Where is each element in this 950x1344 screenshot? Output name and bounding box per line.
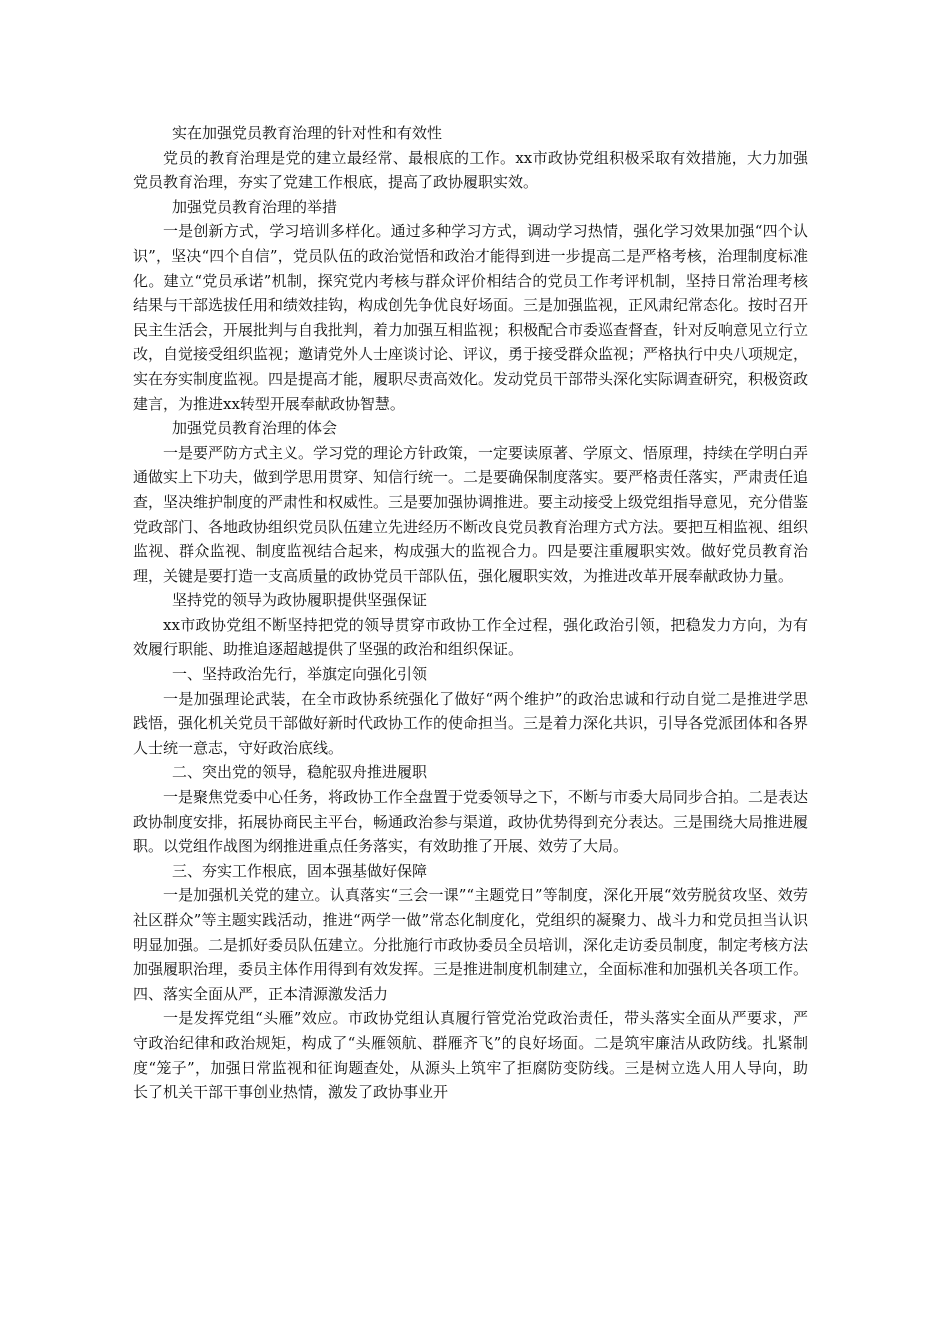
- section-heading-leadership: 坚持党的领导为政协履职提供坚强保证: [172, 591, 428, 610]
- section-heading-experience: 加强党员教育治理的体会: [172, 419, 338, 438]
- subheading-foundation: 三、夯实工作根底，固本强基做好保障: [172, 861, 428, 880]
- intro-paragraph: 党员的教育治理是党的建立最经常、最根底的工作。xx市政协党组积极采取有效措施，大力加强党员教育治理，夯实了党建工作根底，提高了政协履职实效。: [133, 148, 808, 192]
- strict-governance-paragraph: 一是发挥党组“头雁”效应。市政协党组认真履行管党治党政治责任，带头落实全面从严要求，严守政治纪律和政治规矩，构成了“头雁领航、群雁齐飞”的良好场面。二是筑牢廉洁从政防线。扎紧制度“笼子”，加强日常监视和征询题查处，从源头上筑牢了拒腐防变防线。三是树立选人用人导向，助长了机关干部干事创业热情，激发了政协事业开: [133, 1009, 808, 1102]
- measures-paragraph: 一是创新方式，学习培训多样化。通过多种学习方式，调动学习热情，强化学习效果加强“四个认识”，坚决“四个自信”，党员队伍的政治觉悟和政治才能得到进一步提高二是严格考核，治理制度标准化。建立“党员承诺”机制，探究党内考核与群众评价相结合的党员工作考评机制，坚持日常治理考核结果与干部选拔任用和绩效挂钩，构成创先争优良好场面。三是加强监视，正风肃纪常态化。按时召开民主生活会，开展批判与自我批判，着力加强互相监视；积极配合市委巡查督查，针对反响意见立行立改，自觉接受组织监视；邀请党外人士座谈讨论、评议，勇于接受群众监视；严格执行中央八项规定，实在夯实制度监视。四是提高才能，履职尽责高效化。发动党员干部带头深化实际调查研究，积极资政建言，为推进xx转型开展奉献政协智慧。: [133, 222, 809, 413]
- leadership-paragraph: xx市政协党组不断坚持把党的领导贯穿市政协工作全过程，强化政治引领，把稳发力方向，为有效履行职能、助推追逐超越提供了坚强的政治和组织保证。: [133, 615, 808, 659]
- section-heading-measures: 加强党员教育治理的举措: [172, 197, 338, 216]
- politics-first-paragraph: 一是加强理论武装，在全市政协系统强化了做好“两个维护”的政治忠诚和行动自觉二是推进学思践悟，强化机关党员干部做好新时代政协工作的使命担当。三是着力深化共识，引导各党派团体和各界人士统一意志，守好政治底线。: [133, 689, 809, 757]
- subheading-party-leadership: 二、突出党的领导，稳舵驭舟推进履职: [172, 763, 428, 782]
- foundation-paragraph: 一是加强机关党的建立。认真落实“三会一课”“主题党日”等制度，深化开展“效劳脱贫攻坚、效劳社区群众”等主题实践活动，推进“两学一做”常态化制度化，党组织的凝聚力、战斗力和党员担当认识明显加强。二是抓好委员队伍建立。分批施行市政协委员全员培训，深化走访委员制度，制定考核方法加强履职治理，委员主体作用得到有效发挥。三是推进制度机制建立，全面标准和加强机关各项工作。四、落实全面从严，正本清源激发活力: [133, 886, 809, 1003]
- experience-paragraph: 一是要严防方式主义。学习党的理论方针政策，一定要读原著、学原文、悟原理，持续在学明白弄通做实上下功夫，做到学思用贯穿、知信行统一。二是要确保制度落实。要严格责任落实，严肃责任追查，坚决维护制度的严肃性和权威性。三是要加强协调推进。要主动接受上级党组指导意见，充分借鉴党政部门、各地政协组织党员队伍建立先进经历不断改良党员教育治理方式方法。要把互相监视、组织监视、群众监视、制度监视结合起来，构成强大的监视合力。四是要注重履职实效。做好党员教育治理，关键是要打造一支高质量的政协党员干部队伍，强化履职实效，为推进改革开展奉献政协力量。: [133, 443, 809, 585]
- document-body: [133, 121, 808, 1105]
- party-leadership-paragraph: 一是聚焦党委中心任务，将政协工作全盘置于党委领导之下，不断与市委大局同步合拍。二是表达政协制度安排，拓展协商民主平台，畅通政治参与渠道，政协优势得到充分表达。三是围绕大局推进履职。以党组作战图为纲推进重点任务落实，有效助推了开展、效劳了大局。: [133, 788, 809, 856]
- subheading-politics-first: 一、坚持政治先行，举旗定向强化引领: [172, 665, 428, 684]
- title-heading: 实在加强党员教育治理的针对性和有效性: [172, 124, 443, 142]
